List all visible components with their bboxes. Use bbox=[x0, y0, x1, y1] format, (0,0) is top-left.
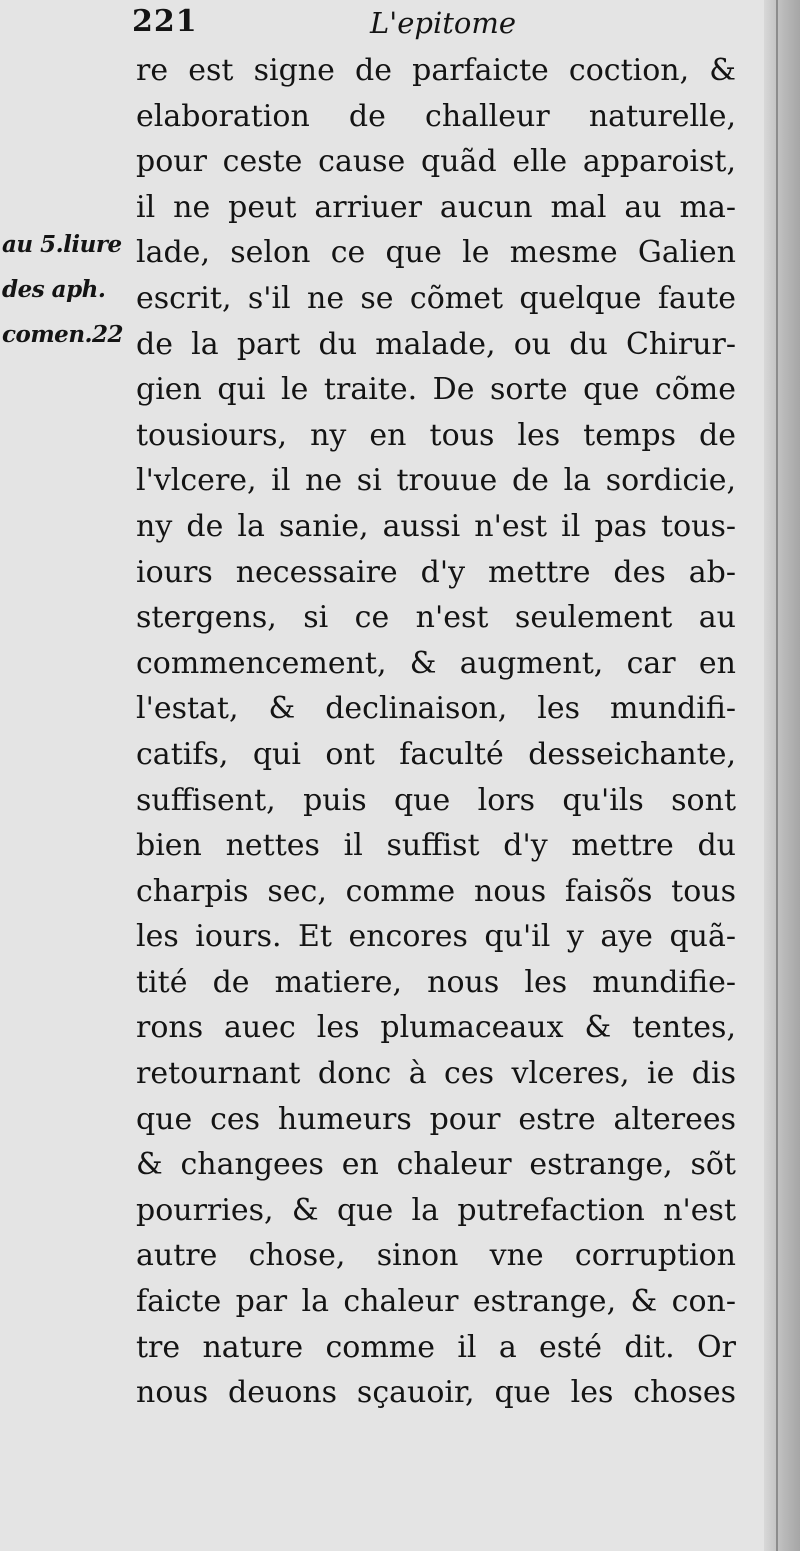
text-line: bien nettes il suffist d'y mettre du bbox=[136, 828, 736, 864]
text-line: tousiours, ny en tous les temps de bbox=[136, 417, 736, 453]
marginal-note-line: au 5.liure bbox=[2, 231, 122, 258]
text-line: re est signe de parfaicte coction, & bbox=[136, 53, 736, 88]
text-line: iours necessaire d'y mettre des ab- bbox=[136, 554, 736, 590]
text-line: escrit, s'il ne se cõmet quelque faute bbox=[136, 280, 736, 316]
text-line: suffisent, puis que lors qu'ils sont bbox=[136, 782, 736, 818]
running-head: L'epitome bbox=[370, 6, 517, 40]
text-line: il ne peut arriuer aucun mal au ma- bbox=[136, 189, 736, 225]
text-line: pour ceste cause quãd elle apparoist, bbox=[136, 144, 736, 180]
text-line: stergens, si ce n'est seulement au bbox=[136, 600, 736, 636]
text-line: commencement, & augment, car en bbox=[136, 645, 736, 681]
page-gutter-shadow bbox=[764, 0, 800, 1551]
text-line: les iours. Et encores qu'il y aye quã- bbox=[136, 919, 736, 955]
text-line: tre nature comme il a esté dit. Or bbox=[136, 1329, 736, 1365]
text-line: elaboration de challeur naturelle, bbox=[136, 98, 736, 134]
page-header bbox=[132, 4, 732, 44]
text-line: ny de la sanie, aussi n'est il pas tous- bbox=[136, 508, 736, 544]
text-line: nous deuons sçauoir, que les choses bbox=[136, 1375, 736, 1411]
text-line: autre chose, sinon vne corruption bbox=[136, 1238, 736, 1274]
text-line: charpis sec, comme nous faisõs tous bbox=[136, 873, 736, 909]
body-text bbox=[136, 48, 736, 1416]
text-line: pourries, & que la putrefaction n'est bbox=[136, 1192, 736, 1228]
page-gutter-line bbox=[776, 0, 778, 1551]
text-line: gien qui le traite. De sorte que cõme bbox=[136, 372, 736, 408]
text-line: lade, selon ce que le mesme Galien bbox=[136, 235, 736, 271]
marginal-note-line: des aph. bbox=[2, 276, 106, 303]
text-line: rons auec les plumaceaux & tentes, bbox=[136, 1010, 736, 1046]
text-line: catifs, qui ont faculté desseichante, bbox=[136, 736, 736, 772]
page-number: 221 bbox=[132, 4, 198, 39]
text-line: l'estat, & declinaison, les mundifi- bbox=[136, 691, 736, 727]
text-line: de la part du malade, ou du Chirur- bbox=[136, 326, 736, 362]
marginal-note bbox=[2, 222, 140, 357]
text-line: tité de matiere, nous les mundifie- bbox=[136, 964, 736, 1000]
text-line: l'vlcere, il ne si trouue de la sordicie, bbox=[136, 463, 736, 499]
text-line: que ces humeurs pour estre alterees bbox=[136, 1101, 736, 1137]
text-line: & changees en chaleur estrange, sõt bbox=[136, 1147, 736, 1183]
text-line: retournant donc à ces vlceres, ie dis bbox=[136, 1056, 736, 1092]
marginal-note-line: comen.22 bbox=[2, 321, 124, 348]
text-line: faicte par la chaleur estrange, & con- bbox=[136, 1284, 736, 1320]
